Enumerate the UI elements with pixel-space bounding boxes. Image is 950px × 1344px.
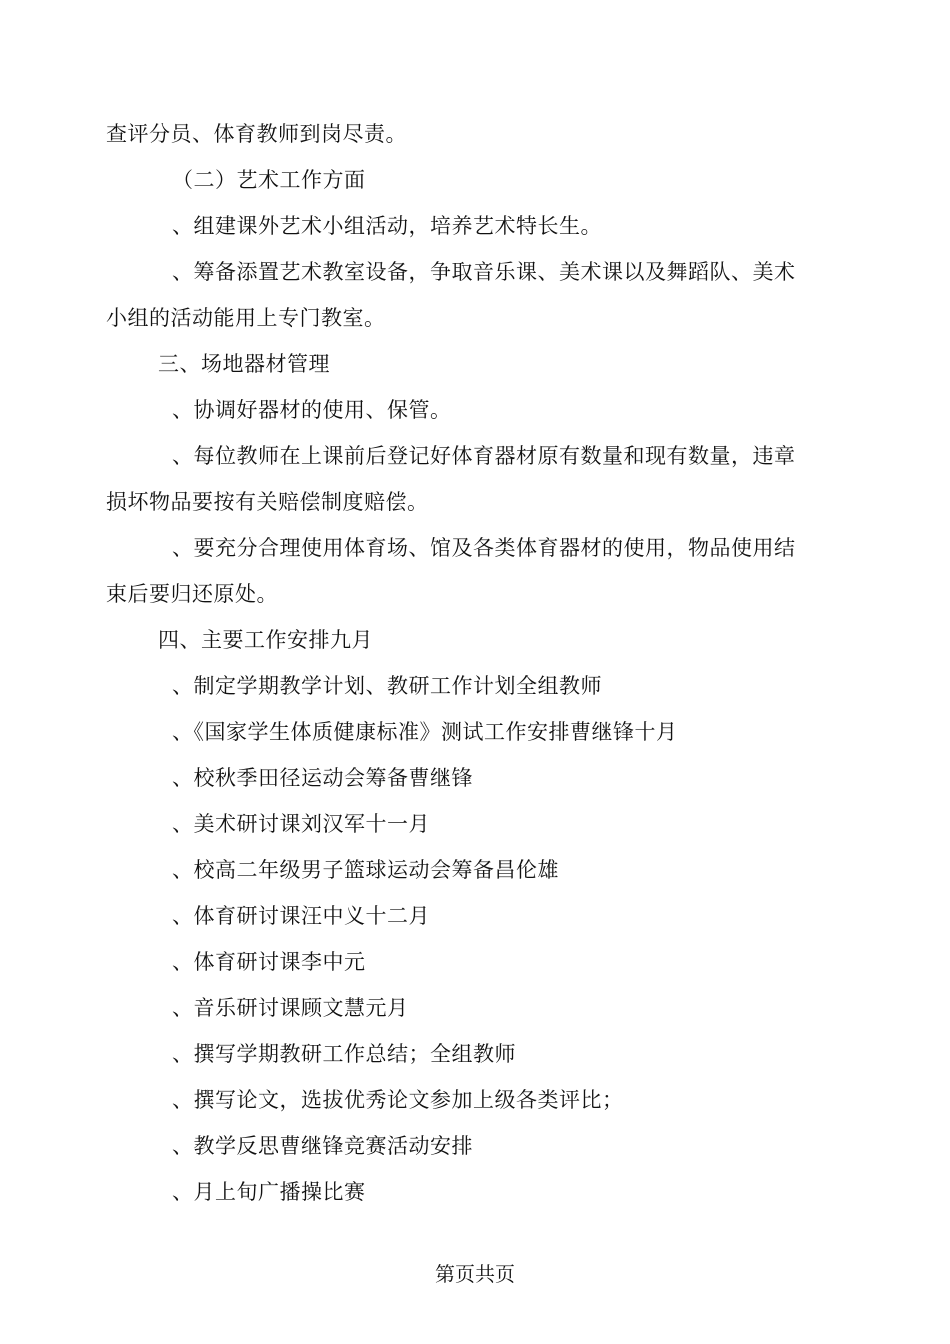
list-item: 、撰写学期教研工作总结；全组教师 <box>172 1042 516 1066</box>
list-item: 、音乐研讨课顾文慧元月 <box>172 996 409 1020</box>
list-item: 、筹备添置艺术教室设备，争取音乐课、美术课以及舞蹈队、美术 <box>172 260 796 284</box>
list-item: 、校秋季田径运动会筹备曹继锋 <box>172 766 473 790</box>
list-item: 、组建课外艺术小组活动，培养艺术特长生。 <box>172 214 602 238</box>
section-heading: 四、主要工作安排九月 <box>158 628 373 652</box>
list-item: 、要充分合理使用体育场、馆及各类体育器材的使用，物品使用结 <box>172 536 796 560</box>
list-item: 、教学反思曹继锋竞赛活动安排 <box>172 1134 473 1158</box>
list-item: 、体育研讨课李中元 <box>172 950 366 974</box>
list-item: 、体育研讨课汪中义十二月 <box>172 904 430 928</box>
page-footer: 第页共页 <box>435 1262 515 1286</box>
list-item: 、校高二年级男子篮球运动会筹备昌伦雄 <box>172 858 559 882</box>
list-item: 、每位教师在上课前后登记好体育器材原有数量和现有数量，违章 <box>172 444 796 468</box>
list-item: 、协调好器材的使用、保管。 <box>172 398 452 422</box>
list-item: 、月上旬广播操比赛 <box>172 1180 366 1204</box>
paragraph-line: 小组的活动能用上专门教室。 <box>106 306 386 330</box>
list-item: 、美术研讨课刘汉军十一月 <box>172 812 430 836</box>
list-item: 、《国家学生体质健康标准》测试工作安排曹继锋十月 <box>172 720 678 744</box>
paragraph-line: 束后要归还原处。 <box>106 582 278 606</box>
section-heading: 三、场地器材管理 <box>158 352 330 376</box>
paragraph-line: 损坏物品要按有关赔偿制度赔偿。 <box>106 490 429 514</box>
paragraph-line: 查评分员、体育教师到岗尽责。 <box>106 122 407 146</box>
list-item: 、撰写论文，选拔优秀论文参加上级各类评比； <box>172 1088 624 1112</box>
section-heading: （二）艺术工作方面 <box>172 168 366 192</box>
list-item: 、制定学期教学计划、教研工作计划全组教师 <box>172 674 602 698</box>
